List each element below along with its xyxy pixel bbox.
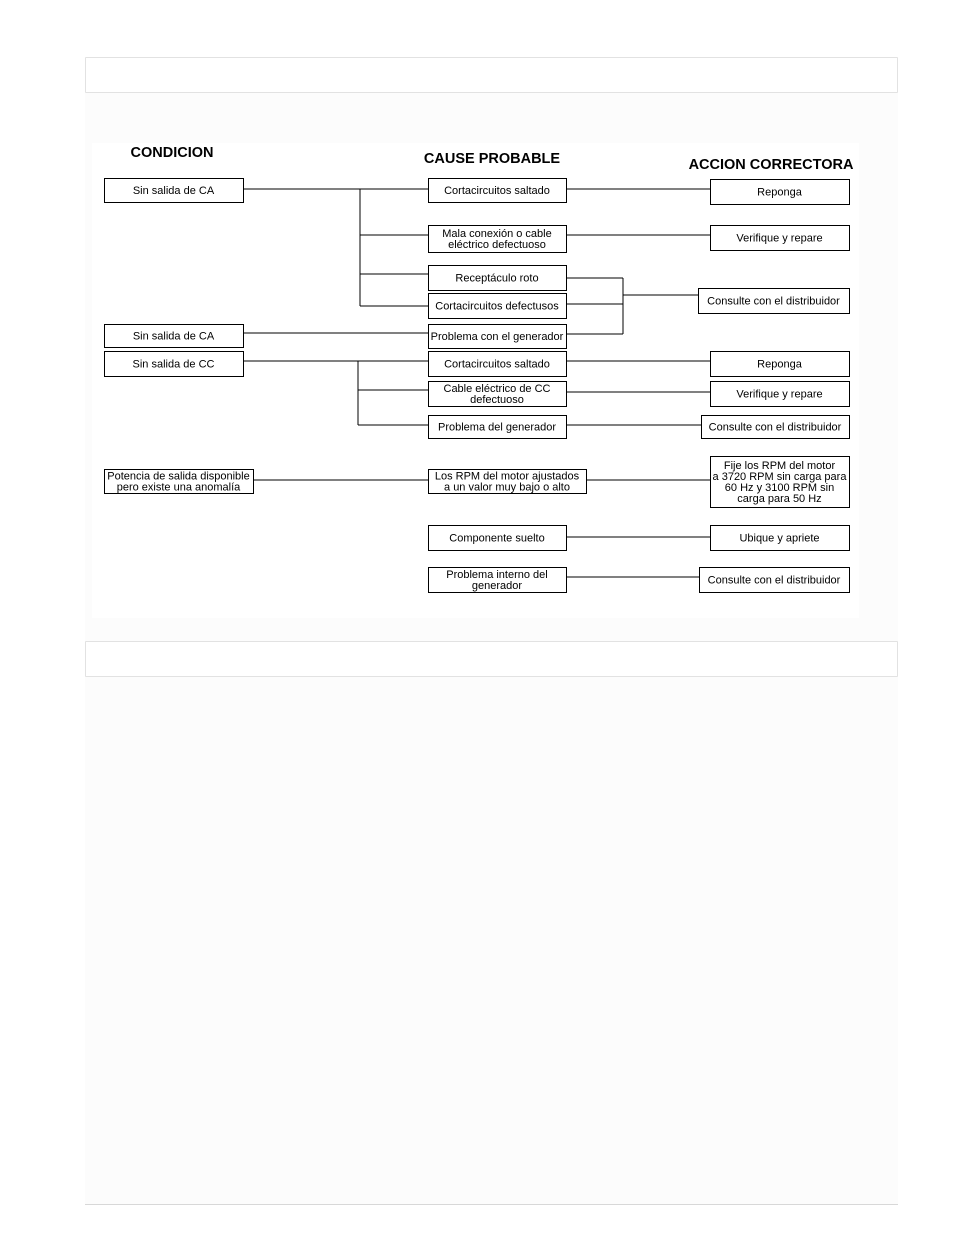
- action-box-4-label-1: Reponga: [757, 358, 802, 371]
- action-box-7-label-4: carga para 50 Hz: [737, 493, 822, 505]
- cause-box-10-label-1: Componente suelto: [449, 532, 545, 545]
- action-box-8-label-1: Ubique y apriete: [739, 532, 820, 545]
- action-box-6-label-1: Consulte con el distribuidor: [708, 421, 842, 434]
- cause-box-6-label-1: Cortacircuitos saltado: [444, 358, 550, 371]
- condition-box-1-label-1: Sin salida de CA: [132, 185, 215, 197]
- action-box-3-label-1: Consulte con el distribuidor: [707, 295, 840, 308]
- condition-box-4-label-1: Potencia de salida disponible: [107, 470, 250, 483]
- cause-box-3: [429, 266, 567, 291]
- action-box-7-label-3: 60 Hz y 3100 RPM sin: [724, 482, 835, 494]
- action-box-1-label-1: Reponga: [757, 186, 802, 199]
- cause-box-1: [429, 179, 567, 203]
- cause-box-1-label-1: Cortacircuitos saltado: [444, 185, 550, 197]
- condition-box-2: [105, 325, 244, 348]
- condition-box-2-label-1: Sin salida de CA: [132, 330, 215, 343]
- cause-box-9-label-2: a un valor muy bajo o alto: [444, 481, 570, 494]
- cause-box-2: [429, 226, 567, 253]
- condition-box-3-label-1: Sin salida de CC: [132, 358, 215, 371]
- cause-box-4-label-1: Cortacircuitos defectusos: [435, 300, 559, 313]
- cause-box-10: [429, 526, 567, 551]
- action-box-3: [699, 289, 850, 314]
- action-box-9-label-1: Consulte con el distribuidor: [707, 574, 841, 587]
- action-box-5-label-1: Verifique y repare: [736, 388, 823, 401]
- condition-box-4-label-2: pero existe una anomalía: [116, 481, 241, 494]
- action-box-7: [711, 457, 850, 508]
- action-box-1: [711, 180, 850, 205]
- action-box-5: [711, 382, 850, 407]
- cause-box-7-label-1: Cable eléctrico de CC: [443, 383, 551, 395]
- condition-box-3: [105, 352, 244, 377]
- action-box-6: [702, 416, 850, 439]
- cause-box-2-label-2: eléctrico defectuoso: [448, 239, 546, 251]
- action-box-8: [711, 526, 850, 551]
- cause-box-3-label-1: Receptáculo roto: [455, 272, 539, 285]
- cause-box-9-label-1: Los RPM del motor ajustados: [434, 470, 580, 483]
- cause-box-5-label-1: Problema con el generador: [430, 331, 564, 343]
- cause-box-2-label-1: Mala conexión o cable: [442, 228, 552, 240]
- action-box-7-label-1: Fije los RPM del motor: [723, 460, 836, 472]
- cause-box-9: [429, 470, 587, 494]
- condition-box-4: [105, 470, 254, 494]
- action-box-2-label-1: Verifique y repare: [736, 232, 823, 245]
- cause-box-11: [429, 568, 567, 593]
- cause-box-5: [429, 325, 567, 349]
- cause-box-4: [429, 294, 567, 319]
- cause-box-7-label-2: defectuoso: [470, 394, 524, 406]
- condition-box-1: [105, 179, 244, 203]
- action-box-9: [700, 568, 850, 593]
- header-action: ACCION CORRECTORA: [688, 157, 854, 173]
- cause-box-8: [429, 416, 567, 439]
- cause-box-6: [429, 352, 567, 377]
- action-box-4: [711, 352, 850, 377]
- header-cause: CAUSE PROBABLE: [423, 151, 561, 167]
- action-box-2: [711, 226, 850, 251]
- cause-box-7: [429, 382, 567, 407]
- action-box-7-label-2: a 3720 RPM sin carga para: [712, 471, 847, 483]
- header-condition: CONDICION: [130, 145, 214, 161]
- cause-box-11-label-2: generador: [471, 580, 523, 592]
- cause-box-8-label-1: Problema del generador: [437, 421, 557, 434]
- cause-box-11-label-1: Problema interno del: [446, 569, 548, 581]
